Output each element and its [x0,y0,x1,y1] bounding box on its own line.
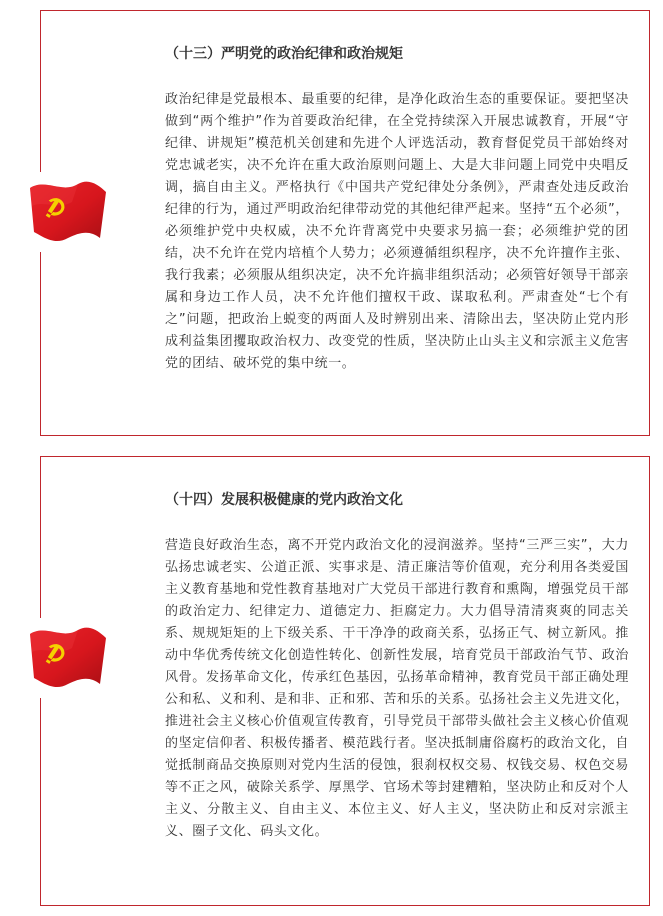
section-title: （十三）严明党的政治纪律和政治规矩 [165,46,403,62]
section-card-13 [40,10,650,436]
party-flag-icon [22,172,110,252]
section-body: 政治纪律是党最根本、最重要的纪律，是净化政治生态的重要保证。要把坚决做到“两个维护”作为首要政治纪律，在全党持续深入开展忠诚教育，开展“守纪律、讲规矩”模范机关创建和先进个人评选活动，教育督促党员干部始终对党忠诚老实，决不允许在重大政治原则问题上、大是大非问题上同党中央唱反调，搞自由主义。严格执行《中国共产党纪律处分条例》，严肃查处违反政治纪律的行为，通过严明政治纪律带动党的其他纪律严起来。坚持“五个必须”，必须维护党中央权威，决不允许背离党中央要求另搞一套；必须维护党的团结，决不允许在党内培植个人势力；必须遵循组织程序，决不允许擅作主张、我行我素；必须服从组织决定，决不允许搞非组织活动；必须管好领导干部亲属和身边工作人员，决不允许他们擅权干政、谋取私利。严肃查处“七个有之”问题，把政治上蜕变的两面人及时辨别出来、清除出去，坚决防止党内形成利益集团攫取政治权力、改变党的性质，坚决防止山头主义和宗派主义危害党的团结、破坏党的集中统一。 [165,92,629,371]
section-card-14 [40,456,650,906]
section-title: （十四）发展积极健康的党内政治文化 [165,492,403,508]
section-body: 营造良好政治生态，离不开党内政治文化的浸润滋养。坚持“三严三实”，大力弘扬忠诚老实、公道正派、实事求是、清正廉洁等价值观，充分利用各类爱国主义教育基地和党性教育基地对广大党员干部进行教育和熏陶，增强党员干部的政治定力、纪律定力、道德定力、拒腐定力。大力倡导清清爽爽的同志关系、规规矩矩的上下级关系、干干净净的政商关系，弘扬正气、树立新风。推动中华优秀传统文化创造性转化、创新性发展，培育党员干部政治气节、政治风骨。发扬革命文化，传承红色基因，弘扬革命精神，教育党员干部正确处理公和私、义和利、是和非、正和邪、苦和乐的关系。弘扬社会主义先进文化，推进社会主义核心价值观宣传教育，引导党员干部带头做社会主义核心价值观的坚定信仰者、积极传播者、模范践行者。坚决抵制庸俗腐朽的政治文化，自觉抵制商品交换原则对党内生活的侵蚀，狠刹权权交易、权钱交易、权色交易等不正之风，破除关系学、厚黑学、官场术等封建糟粕，坚决防止和反对个人主义、分散主义、自由主义、本位主义、好人主义，坚决防止和反对宗派主义、圈子文化、码头文化。 [165,538,629,839]
party-flag-icon [22,618,110,698]
